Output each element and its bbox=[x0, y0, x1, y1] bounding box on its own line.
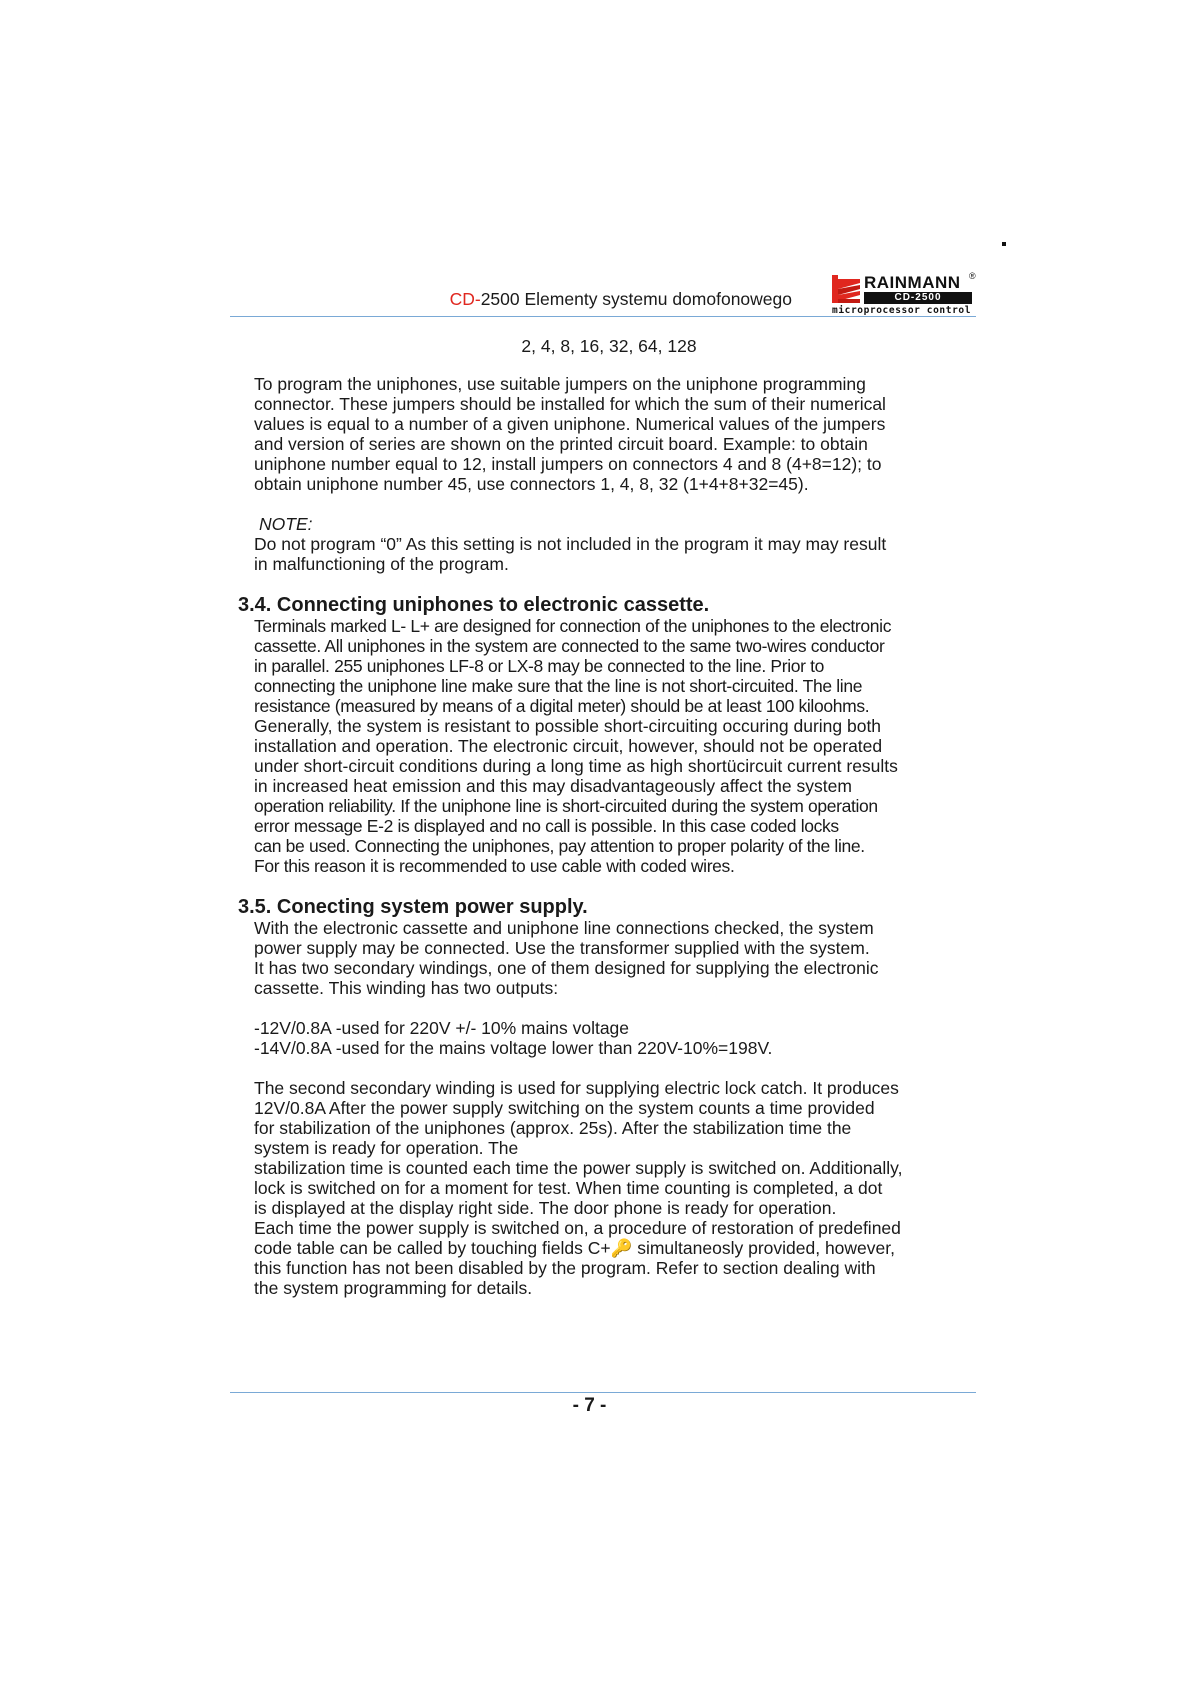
logo-mark-icon bbox=[832, 275, 860, 303]
section-3-4-heading: 3.4. Connecting uniphones to electronic cassette. bbox=[238, 594, 710, 616]
section-3-5-heading: 3.5. Conecting system power supply. bbox=[238, 896, 588, 918]
logo-brand: RAINMANN bbox=[864, 273, 961, 292]
header-title-prefix: CD- bbox=[449, 289, 481, 309]
logo-model: CD-2500 bbox=[864, 292, 972, 304]
rainmann-logo bbox=[832, 273, 978, 317]
header-divider bbox=[230, 316, 976, 317]
header-title-text: 2500 Elementy systemu domofonowego bbox=[480, 289, 792, 309]
header-title bbox=[450, 289, 792, 310]
logo-subtitle: microprocessor control bbox=[832, 305, 972, 316]
section-3-5-text-2: The second secondary winding is used for supplying electric lock catch. It produces 12V/0.8A After the power supply switching on the system counts a time provided for stabilization of the uniphones (approx. 25s). After the stabilization time the system is ready for operation. The stabilization time is counted each time the power supply is switched on. Additionally, lock is switched on for a moment for test. When time counting is completed, a dot is displayed at the display right side. The door phone is ready for operation. Each time the power supply is switched on, a procedure of restoration of predefined code table can be called by touching fields C+🔑 simultaneosly provided, however, this function has not been disabled by the program. Refer to section dealing with the system programming for details. bbox=[254, 1078, 903, 1298]
footer-divider bbox=[230, 1392, 976, 1393]
voltage-list: -12V/0.8A -used for 220V +/- 10% mains voltage -14V/0.8A -used for the mains voltage lower than 220V-10%=198V. bbox=[254, 1018, 773, 1058]
section-3-4-text-b: Generally, the system is resistant to possible short-circuiting occuring during both installation and operation. The electronic circuit, however, should not be operated under short-circuit conditions during a long time as high shortücircuit current results in increased heat emission and this may disadvantageously affect the system bbox=[254, 716, 898, 796]
page-number: - 7 - bbox=[572, 1395, 607, 1416]
logo-registered: ® bbox=[969, 271, 976, 281]
note-label: NOTE: bbox=[259, 514, 313, 534]
programming-paragraph: To program the uniphones, use suitable jumpers on the uniphone programming connector. These jumpers should be installed for which the sum of their numerical values is equal to a number of a given uniphone. Numerical values of the jumpers and version of series are shown on the printed circuit board. Example: to obtain uniphone number equal to 12, install jumpers on connectors 4 and 8 (4+8=12); to obtain uniphone number 45, use connectors 1, 4, 8, 32 (1+4+8+32=45). bbox=[254, 374, 886, 494]
section-3-4-text-a: Terminals marked L- L+ are designed for connection of the uniphones to the electronic cassette. All uniphones in the system are connected to the same two-wires conductor in parallel. 255 uniphones LF-8 or LX-8 may be connected to the line. Prior to connecting the uniphone line make sure that the line is not short-circuited. The line resistance (measured by means of a digital meter) should be at least 100 kiloohms. bbox=[254, 616, 892, 716]
jumper-values: 2, 4, 8, 16, 32, 64, 128 bbox=[521, 336, 697, 356]
section-3-4-text-c: operation reliability. If the uniphone line is short-circuited during the system operation error message E-2 is displayed and no call is possible. In this case coded locks can be used. Connecting the uniphones, pay attention to proper polarity of the line. For this reason it is recommended to use cable with coded wires. bbox=[254, 796, 878, 876]
stray-dot bbox=[1002, 242, 1006, 246]
section-3-5-text: With the electronic cassette and uniphone line connections checked, the system power supply may be connected. Use the transformer supplied with the system. It has two secondary windings, one of them designed for supplying the electronic cassette. This winding has two outputs: bbox=[254, 918, 879, 998]
page-content bbox=[238, 336, 984, 1298]
note-text: Do not program “0” As this setting is not included in the program it may may result in malfunctioning of the program. bbox=[254, 534, 887, 574]
